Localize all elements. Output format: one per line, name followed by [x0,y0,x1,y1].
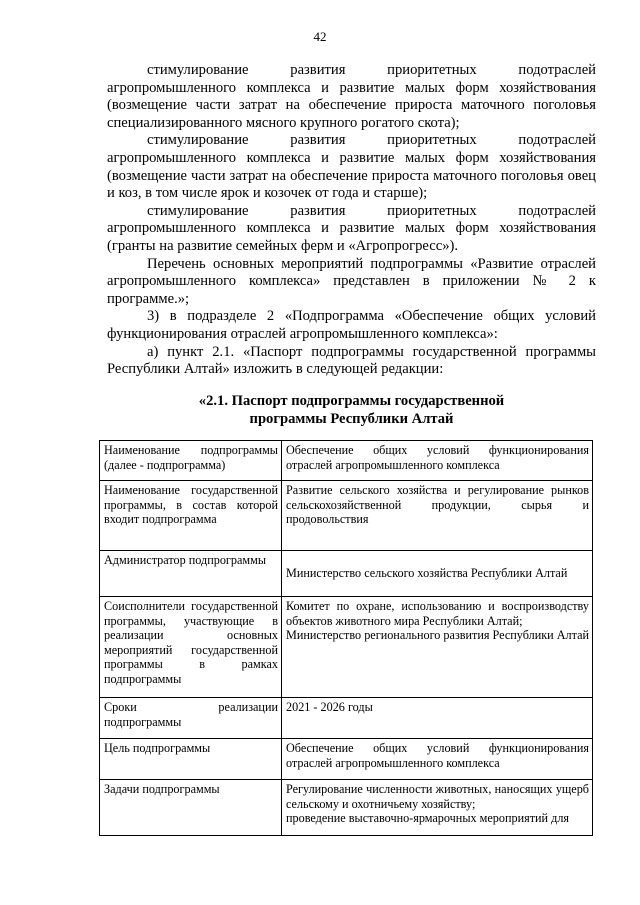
row-value [282,739,593,780]
paragraph-3: стимулирование развития приоритетных подотраслей агропромышленного комплекса и развитие малых форм хозяйствования (гранты на развитие семейных ферм и «Агропрогресс»). [107,202,596,254]
paragraph-4: Перечень основных мероприятий подпрограммы «Развитие отраслей агропромышленного комплекса» представлен в приложении № 2 к программе.»; [107,255,596,307]
table-row [100,551,593,597]
page-number: 42 [313,29,327,44]
heading-line-2: программы Республики Алтай [249,411,454,427]
row-value [282,551,593,597]
value-line: Обеспечение общих условий функционирования отраслей агропромышленного комплекса [286,443,589,472]
section-heading [107,392,596,428]
row-label: Сроки реализации подпрограммы [100,698,282,739]
paragraph-6: а) пункт 2.1. «Паспорт подпрограммы государственной программы Республики Алтай» изложить в следующей редакции: [107,343,596,378]
row-value [282,780,593,836]
table-row [100,698,593,739]
paragraph-2: стимулирование развития приоритетных подотраслей агропромышленного комплекса и развитие малых форм хозяйствования (возмещение части затрат на обеспечение прироста маточного поголовья овец и коз, в том числе ярок и козочек от года и старше); [107,132,596,202]
row-label: Цель подпрограммы [100,739,282,780]
table-row [100,780,593,836]
value-line: Комитет по охране, использованию и воспроизводству объектов животного мира Республики Алтай; [286,599,589,628]
row-label: Задачи подпрограммы [100,780,282,836]
paragraph-1: стимулирование развития приоритетных подотраслей агропромышленного комплекса и развитие малых форм хозяйствования (возмещение части затрат на обеспечение прироста маточного поголовья специализированного мясного крупного рогатого скота); [107,62,596,131]
paragraph-5: 3) в подразделе 2 «Подпрограмма «Обеспечение общих условий функционирования отраслей агропромышленного комплекса»: [107,308,596,342]
row-label: Соисполнители государственной программы, участвующие в реализации основных мероприятий государственной программы в рамках подпрограммы [100,597,282,698]
row-value [282,441,593,481]
value-line: Министерство сельского хозяйства Республики Алтай [286,565,568,580]
value-line: 2021 - 2026 годы [286,700,373,714]
table-row [100,739,593,780]
body-text [107,62,596,379]
value-line: Обеспечение общих условий функционирования отраслей агропромышленного комплекса [286,741,589,770]
value-line: проведение выставочно-ярмарочных мероприятий для [286,811,570,826]
row-value [282,481,593,551]
row-label: Наименование государственной программы, в состав которой входит подпрограмма [100,481,282,551]
row-label: Наименование подпрограммы (далее - подпрограмма) [100,441,282,481]
heading-line-1: «2.1. Паспорт подпрограммы государственной [198,393,505,409]
table-row [100,597,593,698]
table-row [100,441,593,481]
row-label: Администратор подпрограммы [100,551,282,597]
value-line: Министерство регионального развития Республики Алтай [286,628,590,643]
value-line: Регулирование численности животных, наносящих ущерб сельскому и охотничьему хозяйству; [286,782,589,811]
value-line: Развитие сельского хозяйства и регулирование рынков сельскохозяйственной продукции, сырья и продовольствия [286,483,589,527]
passport-table [99,440,593,836]
row-value [282,597,593,698]
table-row [100,481,593,551]
row-value [282,698,593,739]
